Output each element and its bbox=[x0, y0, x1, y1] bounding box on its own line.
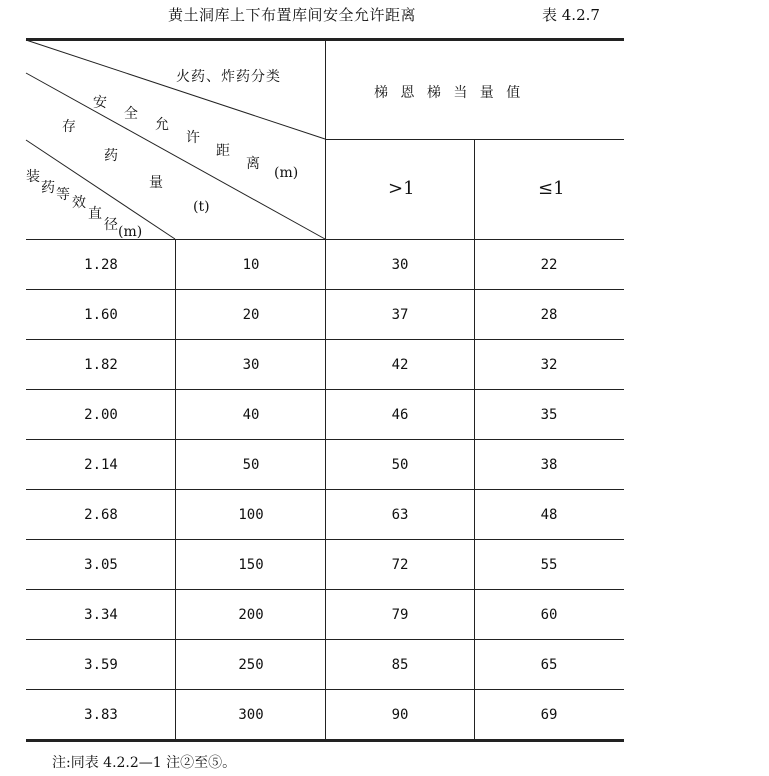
diameter-char-7: (m) bbox=[118, 224, 143, 240]
gt1-cell: 79 bbox=[391, 607, 409, 623]
le1-cell: 35 bbox=[540, 407, 558, 423]
diameter-char-6: 径 bbox=[104, 217, 118, 233]
gt1-cell: 63 bbox=[391, 507, 409, 523]
storage-cell: 300 bbox=[238, 707, 264, 723]
storage-char-2: 药 bbox=[104, 148, 118, 164]
le1-cell: 60 bbox=[540, 607, 558, 623]
diameter-cell: 1.82 bbox=[84, 357, 118, 373]
diameter-cell: 1.28 bbox=[84, 257, 118, 273]
storage-cell: 100 bbox=[238, 507, 264, 523]
storage-cell: 200 bbox=[238, 607, 264, 623]
diameter-cell: 3.59 bbox=[84, 657, 118, 673]
diameter-cell: 3.05 bbox=[84, 557, 118, 573]
le1-cell: 65 bbox=[540, 657, 558, 673]
le1-cell: 32 bbox=[540, 357, 558, 373]
table-title: 黄土洞库上下布置库间安全允许距离 bbox=[168, 6, 417, 24]
diameter-cell: 2.00 bbox=[84, 407, 118, 423]
storage-char-4: (t) bbox=[193, 199, 210, 215]
explosive-category-label: 火药、炸药分类 bbox=[176, 69, 281, 85]
gt1-cell: 30 bbox=[391, 257, 409, 273]
diameter-cell: 3.83 bbox=[84, 707, 118, 723]
storage-cell: 30 bbox=[242, 357, 260, 373]
storage-cell: 20 bbox=[242, 307, 260, 323]
safe-distance-char-5: 距 bbox=[216, 143, 230, 159]
diameter-char-3: 等 bbox=[56, 187, 70, 203]
diameter-cell: 2.68 bbox=[84, 507, 118, 523]
le1-cell: 55 bbox=[540, 557, 558, 573]
gt1-cell: 46 bbox=[391, 407, 409, 423]
gt1-cell: 90 bbox=[391, 707, 409, 723]
gt1-cell: 72 bbox=[391, 557, 409, 573]
storage-cell: 40 bbox=[242, 407, 260, 423]
safe-distance-char-3: 允 bbox=[155, 117, 169, 133]
storage-char-1: 存 bbox=[62, 119, 76, 135]
diameter-char-1: 装 bbox=[26, 169, 40, 185]
le1-cell: 38 bbox=[540, 457, 558, 473]
le1-cell: 48 bbox=[540, 507, 558, 523]
safe-distance-char-2: 全 bbox=[124, 106, 138, 122]
col-gt-header: >1 bbox=[388, 178, 415, 199]
storage-cell: 50 bbox=[242, 457, 260, 473]
storage-cell: 150 bbox=[238, 557, 264, 573]
diameter-cell: 3.34 bbox=[84, 607, 118, 623]
diameter-char-2: 药 bbox=[41, 180, 55, 196]
gt1-cell: 37 bbox=[391, 307, 409, 323]
diameter-char-4: 效 bbox=[72, 195, 86, 211]
diameter-char-5: 直 bbox=[88, 206, 102, 222]
storage-char-3: 量 bbox=[149, 175, 163, 191]
gt1-cell: 42 bbox=[391, 357, 409, 373]
table-number: 表 4.2.7 bbox=[542, 6, 600, 24]
le1-cell: 22 bbox=[540, 257, 558, 273]
safe-distance-char-7: (m) bbox=[274, 165, 299, 181]
diameter-cell: 1.60 bbox=[84, 307, 118, 323]
tnt-equivalent-header: 梯 恩 梯 当 量 值 bbox=[374, 85, 523, 101]
table-note: 注:同表 4.2.2—1 注②至⑤。 bbox=[52, 755, 237, 771]
gt1-cell: 50 bbox=[391, 457, 409, 473]
le1-cell: 69 bbox=[540, 707, 558, 723]
safe-distance-char-4: 许 bbox=[186, 130, 200, 146]
storage-cell: 250 bbox=[238, 657, 264, 673]
safe-distance-char-6: 离 bbox=[246, 156, 260, 172]
diameter-cell: 2.14 bbox=[84, 457, 118, 473]
storage-cell: 10 bbox=[242, 257, 260, 273]
le1-cell: 28 bbox=[540, 307, 558, 323]
gt1-cell: 85 bbox=[391, 657, 409, 673]
safe-distance-char-1: 安 bbox=[93, 95, 107, 111]
col-le-header: ≤1 bbox=[538, 178, 565, 199]
